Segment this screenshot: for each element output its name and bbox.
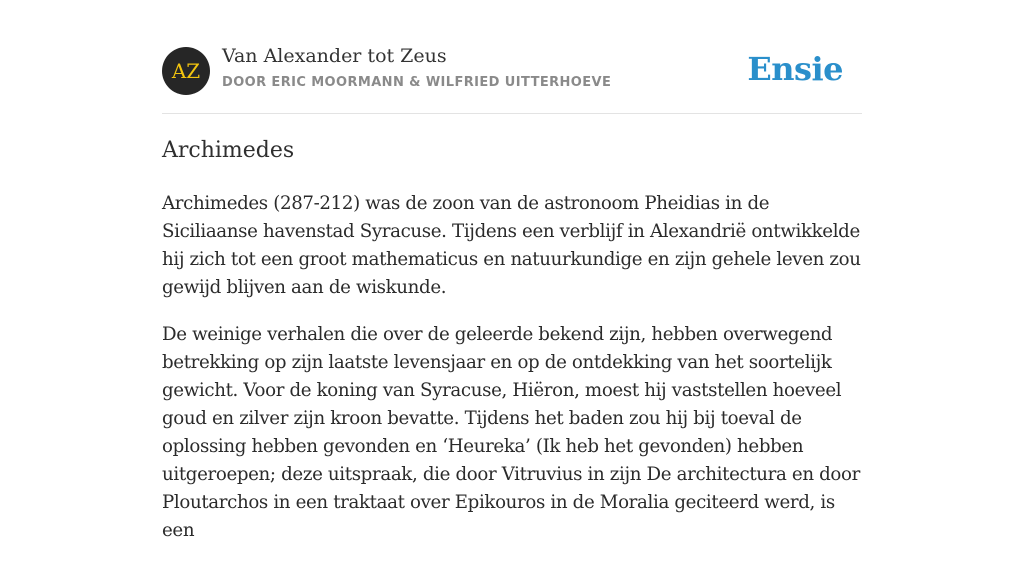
article-body <box>162 190 862 564</box>
book-header <box>162 0 862 114</box>
article-paragraph: De weinige verhalen die over de geleerde bekend zijn, hebben overwegend betrekking op zijn laatste levensjaar en op de ontdekking van het soortelijk gewicht. Voor de koning van Syracuse, Hiëron, moest hij vaststellen hoeveel goud en zilver zijn kroon bevatte. Tijdens het baden zou hij bij toeval de oplossing hebben gevonden en ‘Heureka’ (Ik heb het gevonden) hebben uitgeroepen; deze uitspraak, die door Vitruvius in zijn De architectura en door Ploutarchos in een traktaat over Epikouros in de Moralia geciteerd werd, is een <box>162 324 860 541</box>
book-authors: DOOR ERIC MOORMANN & WILFRIED UITTERHOEVE <box>222 75 612 90</box>
page <box>162 0 862 541</box>
article-title: Archimedes <box>162 138 295 163</box>
book-title[interactable]: Van Alexander tot Zeus <box>222 45 447 67</box>
article-paragraph: Archimedes (287-212) was de zoon van de astronoom Pheidias in de Siciliaanse havenstad Syracuse. Tijdens een verblijf in Alexandrië ontwikkelde hij zich tot een groot mathematicus en natuurkundige en zijn gehele leven zou gewijd blijven aan de wiskunde. <box>162 193 861 298</box>
book-avatar[interactable]: AZ <box>162 47 210 95</box>
brand-logo[interactable]: Ensie <box>747 50 843 88</box>
